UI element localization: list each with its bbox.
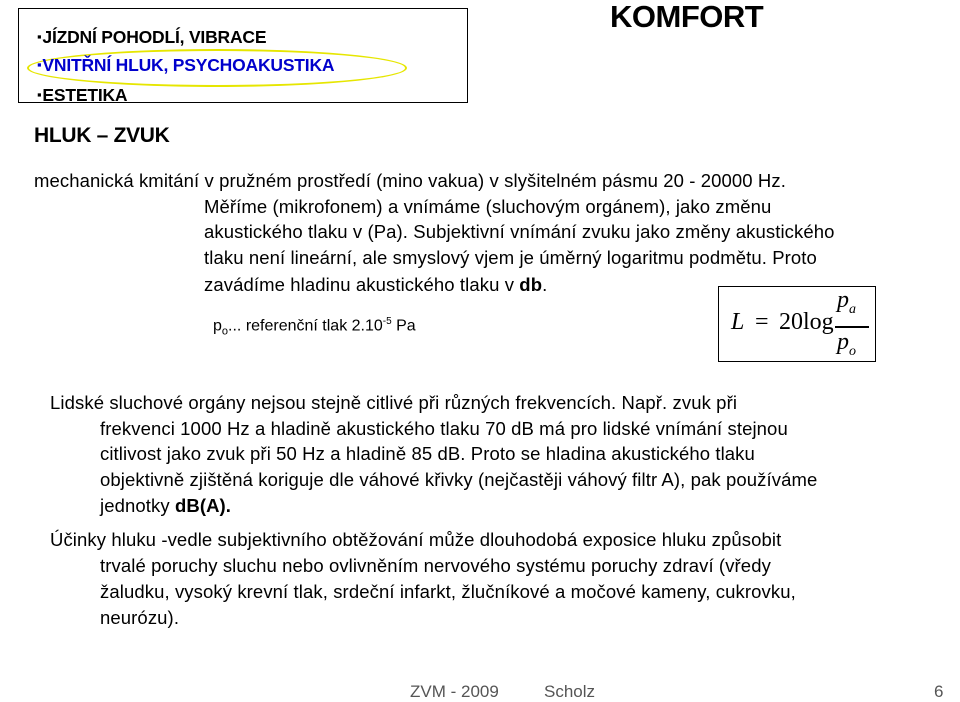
topic-label: VNITŘNÍ HLUK, PSYCHOAKUSTIKA (42, 55, 335, 75)
fraction-bar (835, 326, 869, 328)
paragraph1-line3: akustického tlaku v (Pa). Subjektivní vnímání zvuku jako změny akustického (204, 221, 835, 242)
unit: Pa (391, 317, 416, 335)
paragraph3-line1: Účinky hluku -vedle subjektivního obtěžování může dlouhodobá exposice hluku způsobit (50, 529, 782, 550)
symbol: p (837, 287, 849, 313)
subscript: a (849, 301, 856, 317)
slide-title: KOMFORT (610, 0, 764, 34)
unit-dba: dB(A). (174, 495, 232, 516)
subscript: o (221, 325, 229, 338)
paragraph2-line3: citlivost jako zvuk při 50 Hz a hladině 85 dB. Proto se hladina akustického tlaku (100, 443, 755, 464)
paragraph3-line2: trvalé poruchy sluchu nebo ovlivněním nervového systému poruchy zdraví (vředy (100, 555, 771, 576)
subscript: o (849, 343, 856, 359)
paragraph1-line2: Měříme (mikrofonem) a vnímáme (sluchovým orgánem), jako změnu (204, 196, 772, 217)
topic-item-aesthetics (37, 85, 127, 106)
paragraph1-line1: mechanická kmitání v pružném prostředí (mino vakua) v slyšitelném pásmu 20 - 20000 Hz. (34, 170, 786, 191)
formula-denominator (837, 329, 856, 360)
formula-coef: 20log (779, 309, 834, 335)
paragraph2-line1: Lidské sluchové orgány nejsou stejně citlivé při různých frekvencích. Např. zvuk při (50, 392, 738, 413)
topic-item-ride-comfort (37, 27, 266, 48)
topic-label: ESTETIKA (42, 85, 128, 105)
unit-db: db (519, 274, 543, 295)
square-bullet-icon: ▪ (37, 87, 42, 102)
footer-course: ZVM - 2009 (410, 682, 499, 701)
text: . (542, 274, 548, 295)
formula-lhs: L (731, 309, 745, 335)
paragraph2-line5 (100, 495, 231, 517)
formula-box (718, 286, 876, 362)
symbol: p (213, 317, 222, 335)
paragraph2-line4: objektivně zjištěná koriguje dle váhové křivky (nejčastěji váhový filtr A), pak používáme (100, 469, 818, 490)
reference-pressure (213, 316, 416, 338)
text: jednotky (100, 495, 175, 516)
footer-author: Scholz (544, 682, 596, 701)
square-bullet-icon: ▪ (37, 29, 42, 44)
text: zavádíme hladinu akustického tlaku v (204, 274, 520, 295)
topic-label: JÍZDNÍ POHODLÍ, VIBRACE (42, 27, 267, 47)
paragraph3-line3: žaludku, vysoký krevní tlak, srdeční infarkt, žlučníkové a močové kameny, cukrovku, (100, 581, 796, 602)
symbol: p (837, 329, 849, 355)
topic-box (18, 8, 468, 103)
paragraph3-line4: neurózu). (100, 607, 180, 628)
formula-equals: = (755, 309, 769, 335)
section-title: HLUK – ZVUK (34, 124, 170, 147)
footer-page-number: 6 (934, 682, 944, 701)
paragraph1-line4: tlaku není lineární, ale smyslový vjem je úměrný logaritmu podmětu. Proto (204, 247, 817, 268)
exponent: -5 (382, 316, 392, 327)
topic-item-interior-noise (37, 55, 334, 76)
formula-numerator (837, 287, 856, 318)
text: ... referenční tlak 2.10 (228, 317, 383, 335)
paragraph2-line2: frekvenci 1000 Hz a hladině akustického tlaku 70 dB má pro lidské vnímání stejnou (100, 418, 788, 439)
square-bullet-icon: ▪ (37, 57, 42, 72)
paragraph1-line5 (204, 274, 547, 296)
